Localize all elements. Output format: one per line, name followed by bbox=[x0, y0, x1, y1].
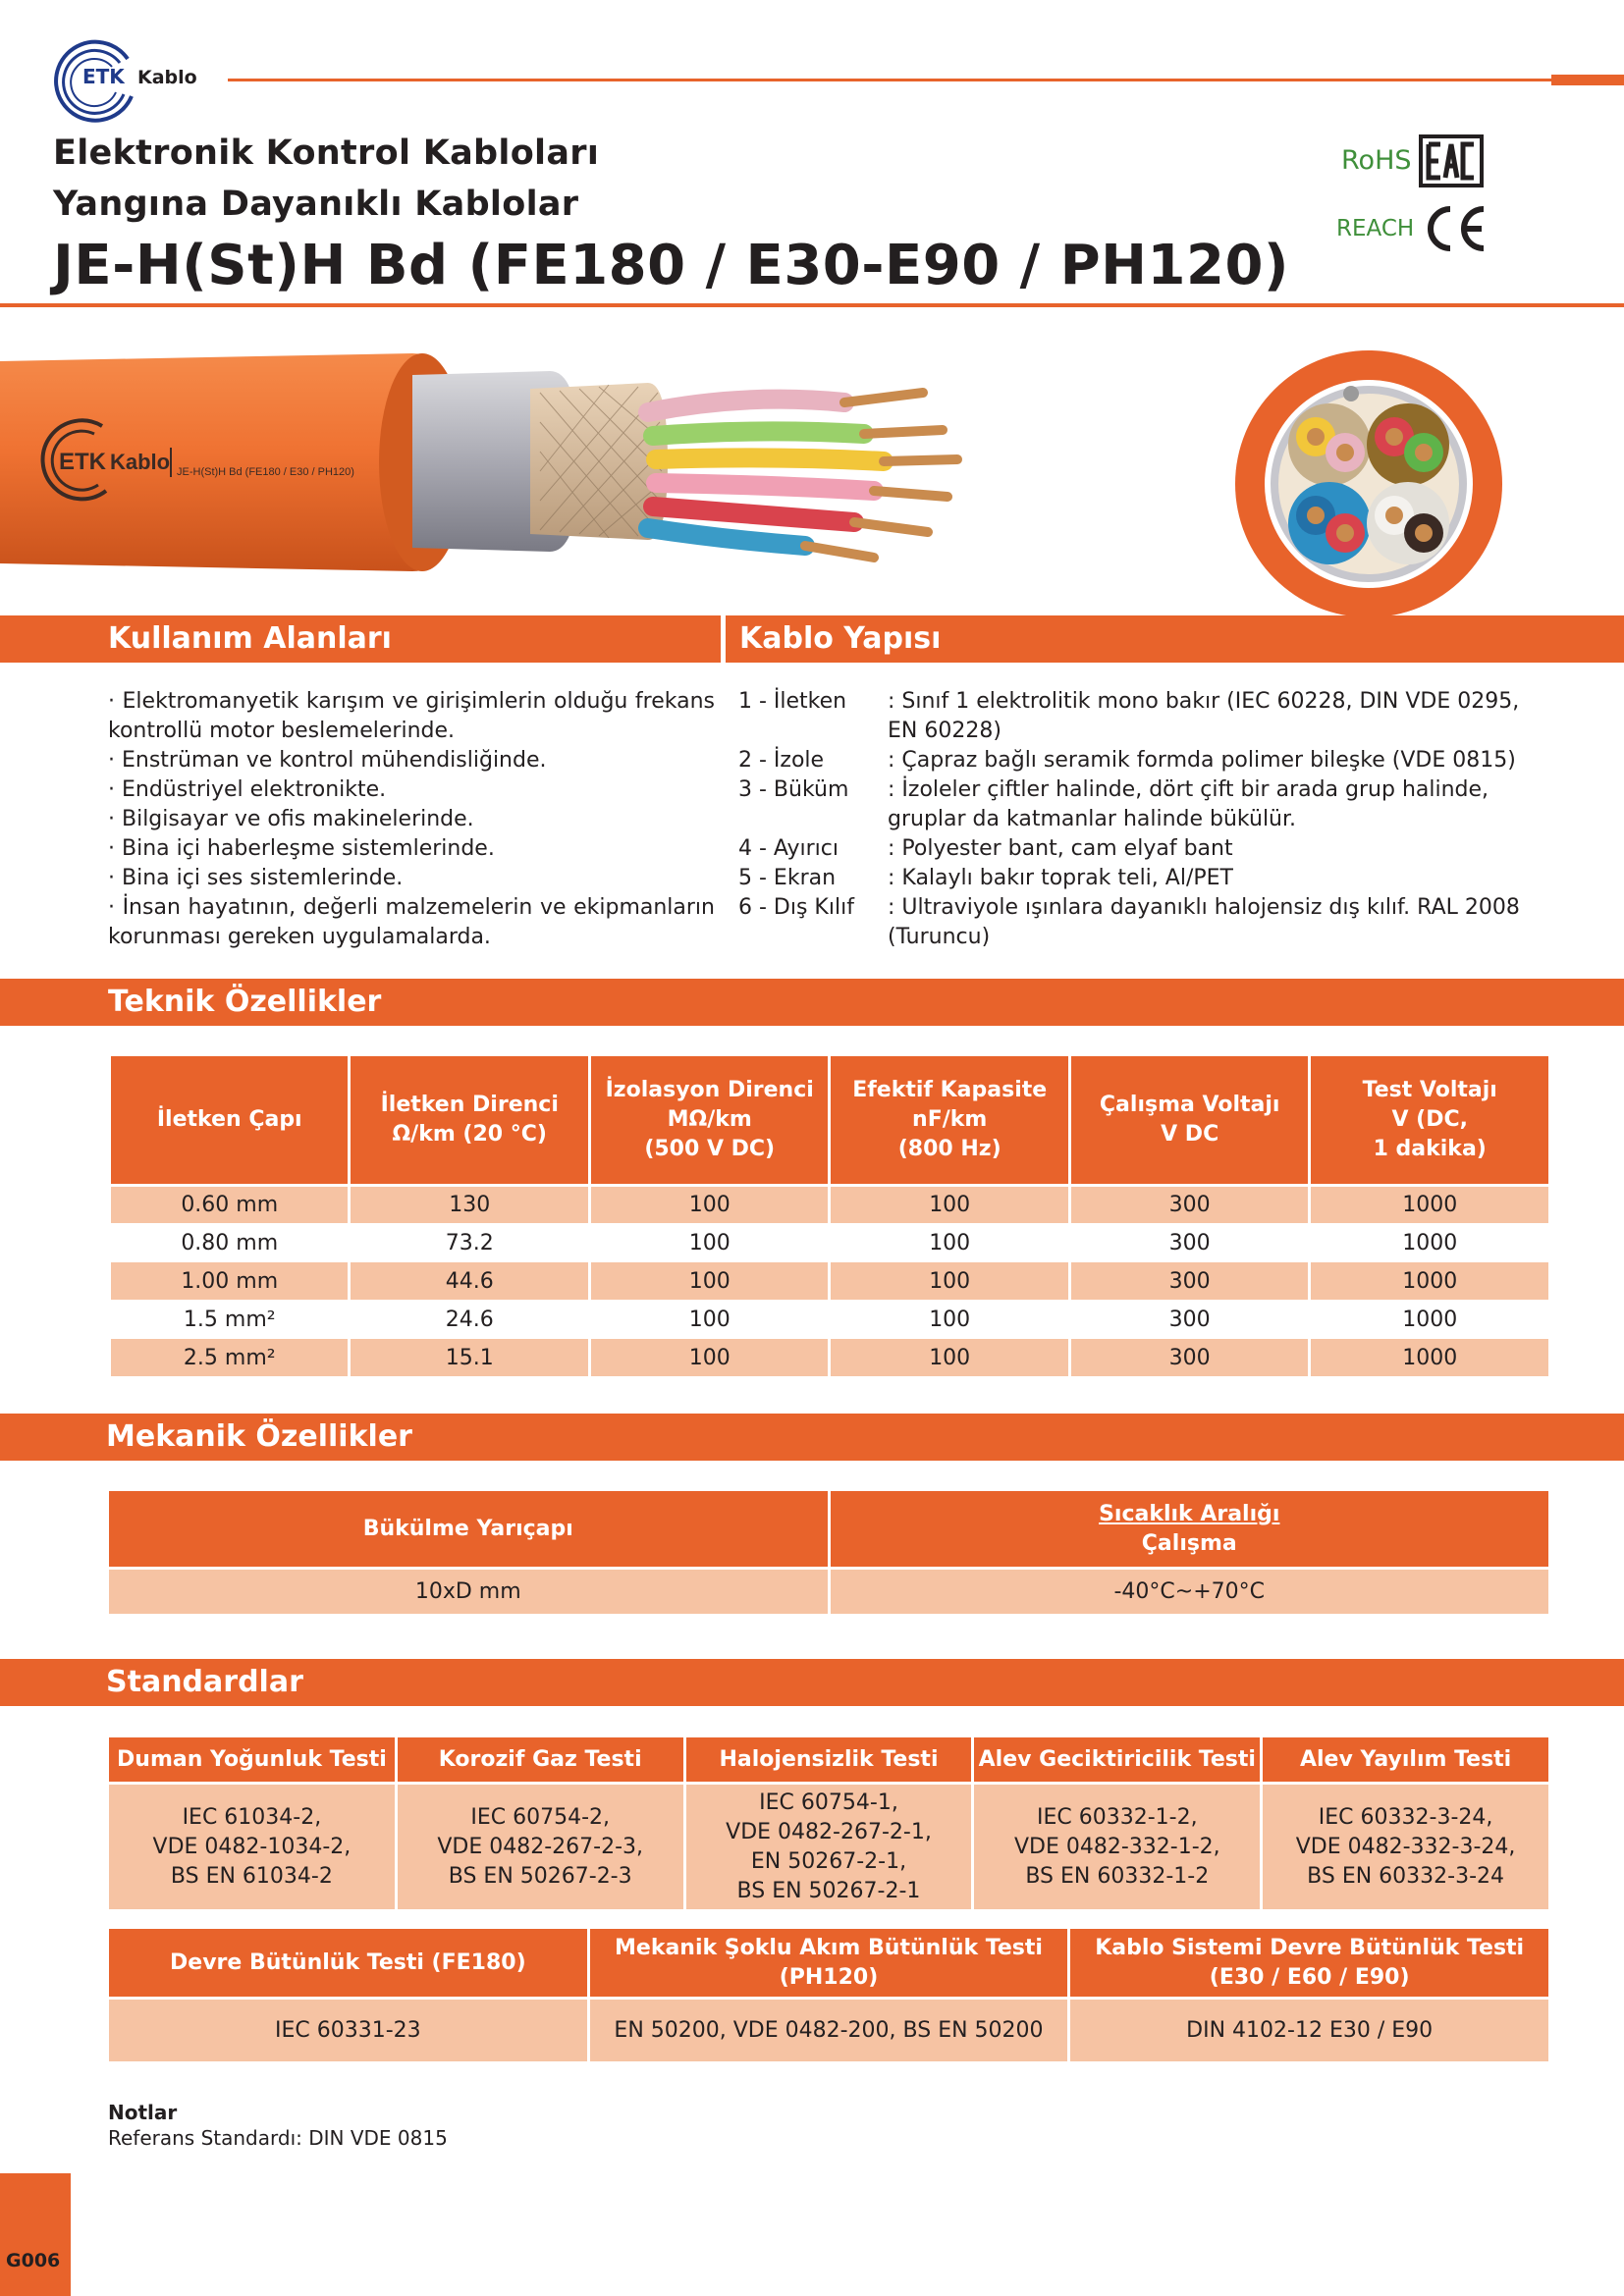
structure-label: 6 - Dış Kılıf bbox=[738, 895, 854, 920]
table-cell: 10xD mm bbox=[108, 1569, 830, 1616]
structure-label: 2 - İzole bbox=[738, 748, 825, 773]
standards-table-1 bbox=[106, 1735, 1551, 1912]
list-item: · Elektromanyetik karışım ve girişimlerin olduğu frekans kontrollü motor beslemelerinde. bbox=[108, 689, 715, 743]
subcategory-title: Yangına Dayanıklı Kablolar bbox=[53, 185, 579, 224]
column-header: Efektif Kapasite nF/km (800 Hz) bbox=[830, 1055, 1069, 1186]
list-item: · Bilgisayar ve ofis makinelerinde. bbox=[108, 807, 474, 831]
table-cell: 1.5 mm² bbox=[110, 1301, 350, 1339]
eac-mark-icon bbox=[1419, 134, 1484, 187]
table-row bbox=[108, 1784, 1550, 1911]
table-cell: -40°C~+70°C bbox=[829, 1569, 1550, 1616]
structure-row bbox=[738, 687, 1524, 746]
mech-section-header: Mekanik Özellikler bbox=[0, 1414, 1624, 1461]
table-header-row bbox=[108, 1928, 1550, 1999]
brand-logo-word: Kablo bbox=[137, 67, 197, 88]
column-header: Devre Bütünlük Testi (FE180) bbox=[108, 1928, 589, 1999]
column-header bbox=[829, 1490, 1550, 1569]
table-header-row bbox=[108, 1490, 1550, 1569]
table-cell: 100 bbox=[589, 1301, 829, 1339]
structure-row bbox=[738, 834, 1524, 864]
column-header-line: Sıcaklık Aralığı bbox=[1099, 1501, 1280, 1526]
structure-row bbox=[738, 775, 1524, 834]
page-tab bbox=[0, 2173, 71, 2296]
table-cell: IEC 60331-23 bbox=[108, 1999, 589, 2063]
tech-table bbox=[108, 1053, 1551, 1377]
table-cell: 0.60 mm bbox=[110, 1186, 350, 1224]
table-cell: 100 bbox=[830, 1262, 1069, 1301]
column-header: Test Voltajı V (DC, 1 dakika) bbox=[1310, 1055, 1550, 1186]
table-cell: 24.6 bbox=[350, 1301, 589, 1339]
list-item: · Endüstriyel elektronikte. bbox=[108, 777, 387, 802]
table-cell: IEC 60754-1, VDE 0482-267-2-1, EN 50267-2-1, BS EN 50267-2-1 bbox=[684, 1784, 973, 1911]
list-item: · İnsan hayatının, değerli malzemelerin ve ekipmanların korunması gereken uygulamalarda. bbox=[108, 895, 715, 949]
standards-section-header: Standardlar bbox=[0, 1659, 1624, 1706]
page-code: G006 bbox=[6, 2250, 61, 2271]
cable-cross-section-illustration bbox=[1233, 348, 1504, 619]
table-cell: 100 bbox=[830, 1224, 1069, 1262]
structure-value: : Ultraviyole ışınlara dayanıklı halojensiz dış kılıf. RAL 2008 (Turuncu) bbox=[888, 895, 1520, 949]
column-header: Kablo Sistemi Devre Bütünlük Testi (E30 / E60 / E90) bbox=[1069, 1928, 1550, 1999]
table-cell: 300 bbox=[1069, 1186, 1309, 1224]
ce-mark-icon bbox=[1421, 201, 1489, 256]
column-header: Bükülme Yarıçapı bbox=[108, 1490, 830, 1569]
list-item: · Bina içi haberleşme sistemlerinde. bbox=[108, 836, 495, 861]
product-title: JE-H(St)H Bd (FE180 / E30-E90 / PH120) bbox=[53, 234, 1290, 297]
structure-label: 5 - Ekran bbox=[738, 866, 837, 890]
structure-label: 3 - Büküm bbox=[738, 777, 849, 802]
table-cell: 100 bbox=[589, 1262, 829, 1301]
table-cell: 1000 bbox=[1310, 1224, 1550, 1262]
structure-value: : İzoleler çiftler halinde, dört çift bir arada grup halinde, gruplar da katmanlar halinde bükülür. bbox=[888, 777, 1489, 831]
table-cell: 1000 bbox=[1310, 1339, 1550, 1377]
table-cell: IEC 61034-2, VDE 0482-1034-2, BS EN 61034-2 bbox=[108, 1784, 397, 1911]
table-cell: 300 bbox=[1069, 1262, 1309, 1301]
notes-title: Notlar bbox=[108, 2101, 178, 2124]
category-title: Elektronik Kontrol Kabloları bbox=[53, 133, 600, 173]
table-cell: 1000 bbox=[1310, 1186, 1550, 1224]
table-cell: 1000 bbox=[1310, 1262, 1550, 1301]
column-header: Mekanik Şoklu Akım Bütünlük Testi (PH120) bbox=[588, 1928, 1069, 1999]
table-cell: 1.00 mm bbox=[110, 1262, 350, 1301]
usage-section-header: Kullanım Alanları bbox=[0, 615, 721, 663]
table-cell: 44.6 bbox=[350, 1262, 589, 1301]
table-header-row bbox=[108, 1736, 1550, 1784]
notes-text: Referans Standardı: DIN VDE 0815 bbox=[108, 2126, 448, 2150]
table-cell: IEC 60754-2, VDE 0482-267-2-3, BS EN 50267-2-3 bbox=[396, 1784, 684, 1911]
structure-row bbox=[738, 864, 1524, 893]
standards-table-2 bbox=[106, 1926, 1551, 2064]
cable-illustration bbox=[0, 353, 1208, 579]
column-header: Duman Yoğunluk Testi bbox=[108, 1736, 397, 1784]
column-header: Alev Geciktiricilik Testi bbox=[973, 1736, 1262, 1784]
table-cell: 1000 bbox=[1310, 1301, 1550, 1339]
table-cell: EN 50200, VDE 0482-200, BS EN 50200 bbox=[588, 1999, 1069, 2063]
table-row bbox=[108, 1999, 1550, 2063]
table-row bbox=[110, 1301, 1550, 1339]
table-row bbox=[110, 1186, 1550, 1224]
table-cell: 300 bbox=[1069, 1339, 1309, 1377]
column-header: Halojensizlik Testi bbox=[684, 1736, 973, 1784]
structure-value: : Kalaylı bakır toprak teli, Al/PET bbox=[888, 866, 1233, 890]
table-cell: 15.1 bbox=[350, 1339, 589, 1377]
cable-print-text: JE-H(St)H Bd (FE180 / E30 / PH120) bbox=[177, 466, 354, 478]
table-header-row bbox=[110, 1055, 1550, 1186]
table-cell: 100 bbox=[589, 1186, 829, 1224]
header-rule-accent bbox=[1551, 75, 1624, 85]
column-header: Korozif Gaz Testi bbox=[396, 1736, 684, 1784]
structure-label: 4 - Ayırıcı bbox=[738, 836, 839, 861]
list-item: · Bina içi ses sistemlerinde. bbox=[108, 866, 404, 890]
structure-section-header: Kablo Yapısı bbox=[726, 615, 1624, 663]
table-cell: 300 bbox=[1069, 1224, 1309, 1262]
mech-table bbox=[106, 1488, 1551, 1617]
table-cell: 2.5 mm² bbox=[110, 1339, 350, 1377]
usage-list bbox=[108, 687, 715, 952]
list-item: · Enstrüman ve kontrol mühendisliğinde. bbox=[108, 748, 547, 773]
column-header: İletken Çapı bbox=[110, 1055, 350, 1186]
table-cell: 100 bbox=[589, 1224, 829, 1262]
structure-value: : Çapraz bağlı seramik formda polimer bileşke (VDE 0815) bbox=[888, 748, 1516, 773]
svg-text:Kablo: Kablo bbox=[110, 450, 171, 474]
table-cell: IEC 60332-1-2, VDE 0482-332-1-2, BS EN 60332-1-2 bbox=[973, 1784, 1262, 1911]
tech-section-header: Teknik Özellikler bbox=[0, 979, 1624, 1026]
table-row bbox=[110, 1262, 1550, 1301]
column-header: İzolasyon Direnci MΩ/km (500 V DC) bbox=[589, 1055, 829, 1186]
table-cell: 0.80 mm bbox=[110, 1224, 350, 1262]
structure-label: 1 - İletken bbox=[738, 689, 847, 714]
header-rule bbox=[228, 79, 1622, 81]
structure-row bbox=[738, 893, 1524, 952]
table-cell: 300 bbox=[1069, 1301, 1309, 1339]
table-cell: IEC 60332-3-24, VDE 0482-332-3-24, BS EN 60332-3-24 bbox=[1262, 1784, 1550, 1911]
brand-logo-short: ETK bbox=[82, 65, 125, 88]
structure-row bbox=[738, 746, 1524, 775]
table-cell: 100 bbox=[830, 1339, 1069, 1377]
structure-value: : Sınıf 1 elektrolitik mono bakır (IEC 60228, DIN VDE 0295, EN 60228) bbox=[888, 689, 1520, 743]
structure-list bbox=[738, 687, 1524, 952]
table-cell: 130 bbox=[350, 1186, 589, 1224]
table-cell: DIN 4102-12 E30 / E90 bbox=[1069, 1999, 1550, 2063]
column-header: İletken Direnci Ω/km (20 °C) bbox=[350, 1055, 589, 1186]
column-header-line: Çalışma bbox=[1141, 1530, 1237, 1556]
svg-text:ETK: ETK bbox=[59, 449, 106, 475]
reach-label: REACH bbox=[1336, 216, 1415, 241]
table-row bbox=[110, 1224, 1550, 1262]
table-row bbox=[108, 1569, 1550, 1616]
column-header: Alev Yayılım Testi bbox=[1262, 1736, 1550, 1784]
rohs-label: RoHS bbox=[1341, 145, 1412, 176]
column-header: Çalışma Voltajı V DC bbox=[1069, 1055, 1309, 1186]
table-cell: 100 bbox=[830, 1301, 1069, 1339]
table-cell: 100 bbox=[830, 1186, 1069, 1224]
title-rule bbox=[0, 303, 1624, 307]
table-row bbox=[110, 1339, 1550, 1377]
table-cell: 73.2 bbox=[350, 1224, 589, 1262]
table-cell: 100 bbox=[589, 1339, 829, 1377]
structure-value: : Polyester bant, cam elyaf bant bbox=[888, 836, 1233, 861]
